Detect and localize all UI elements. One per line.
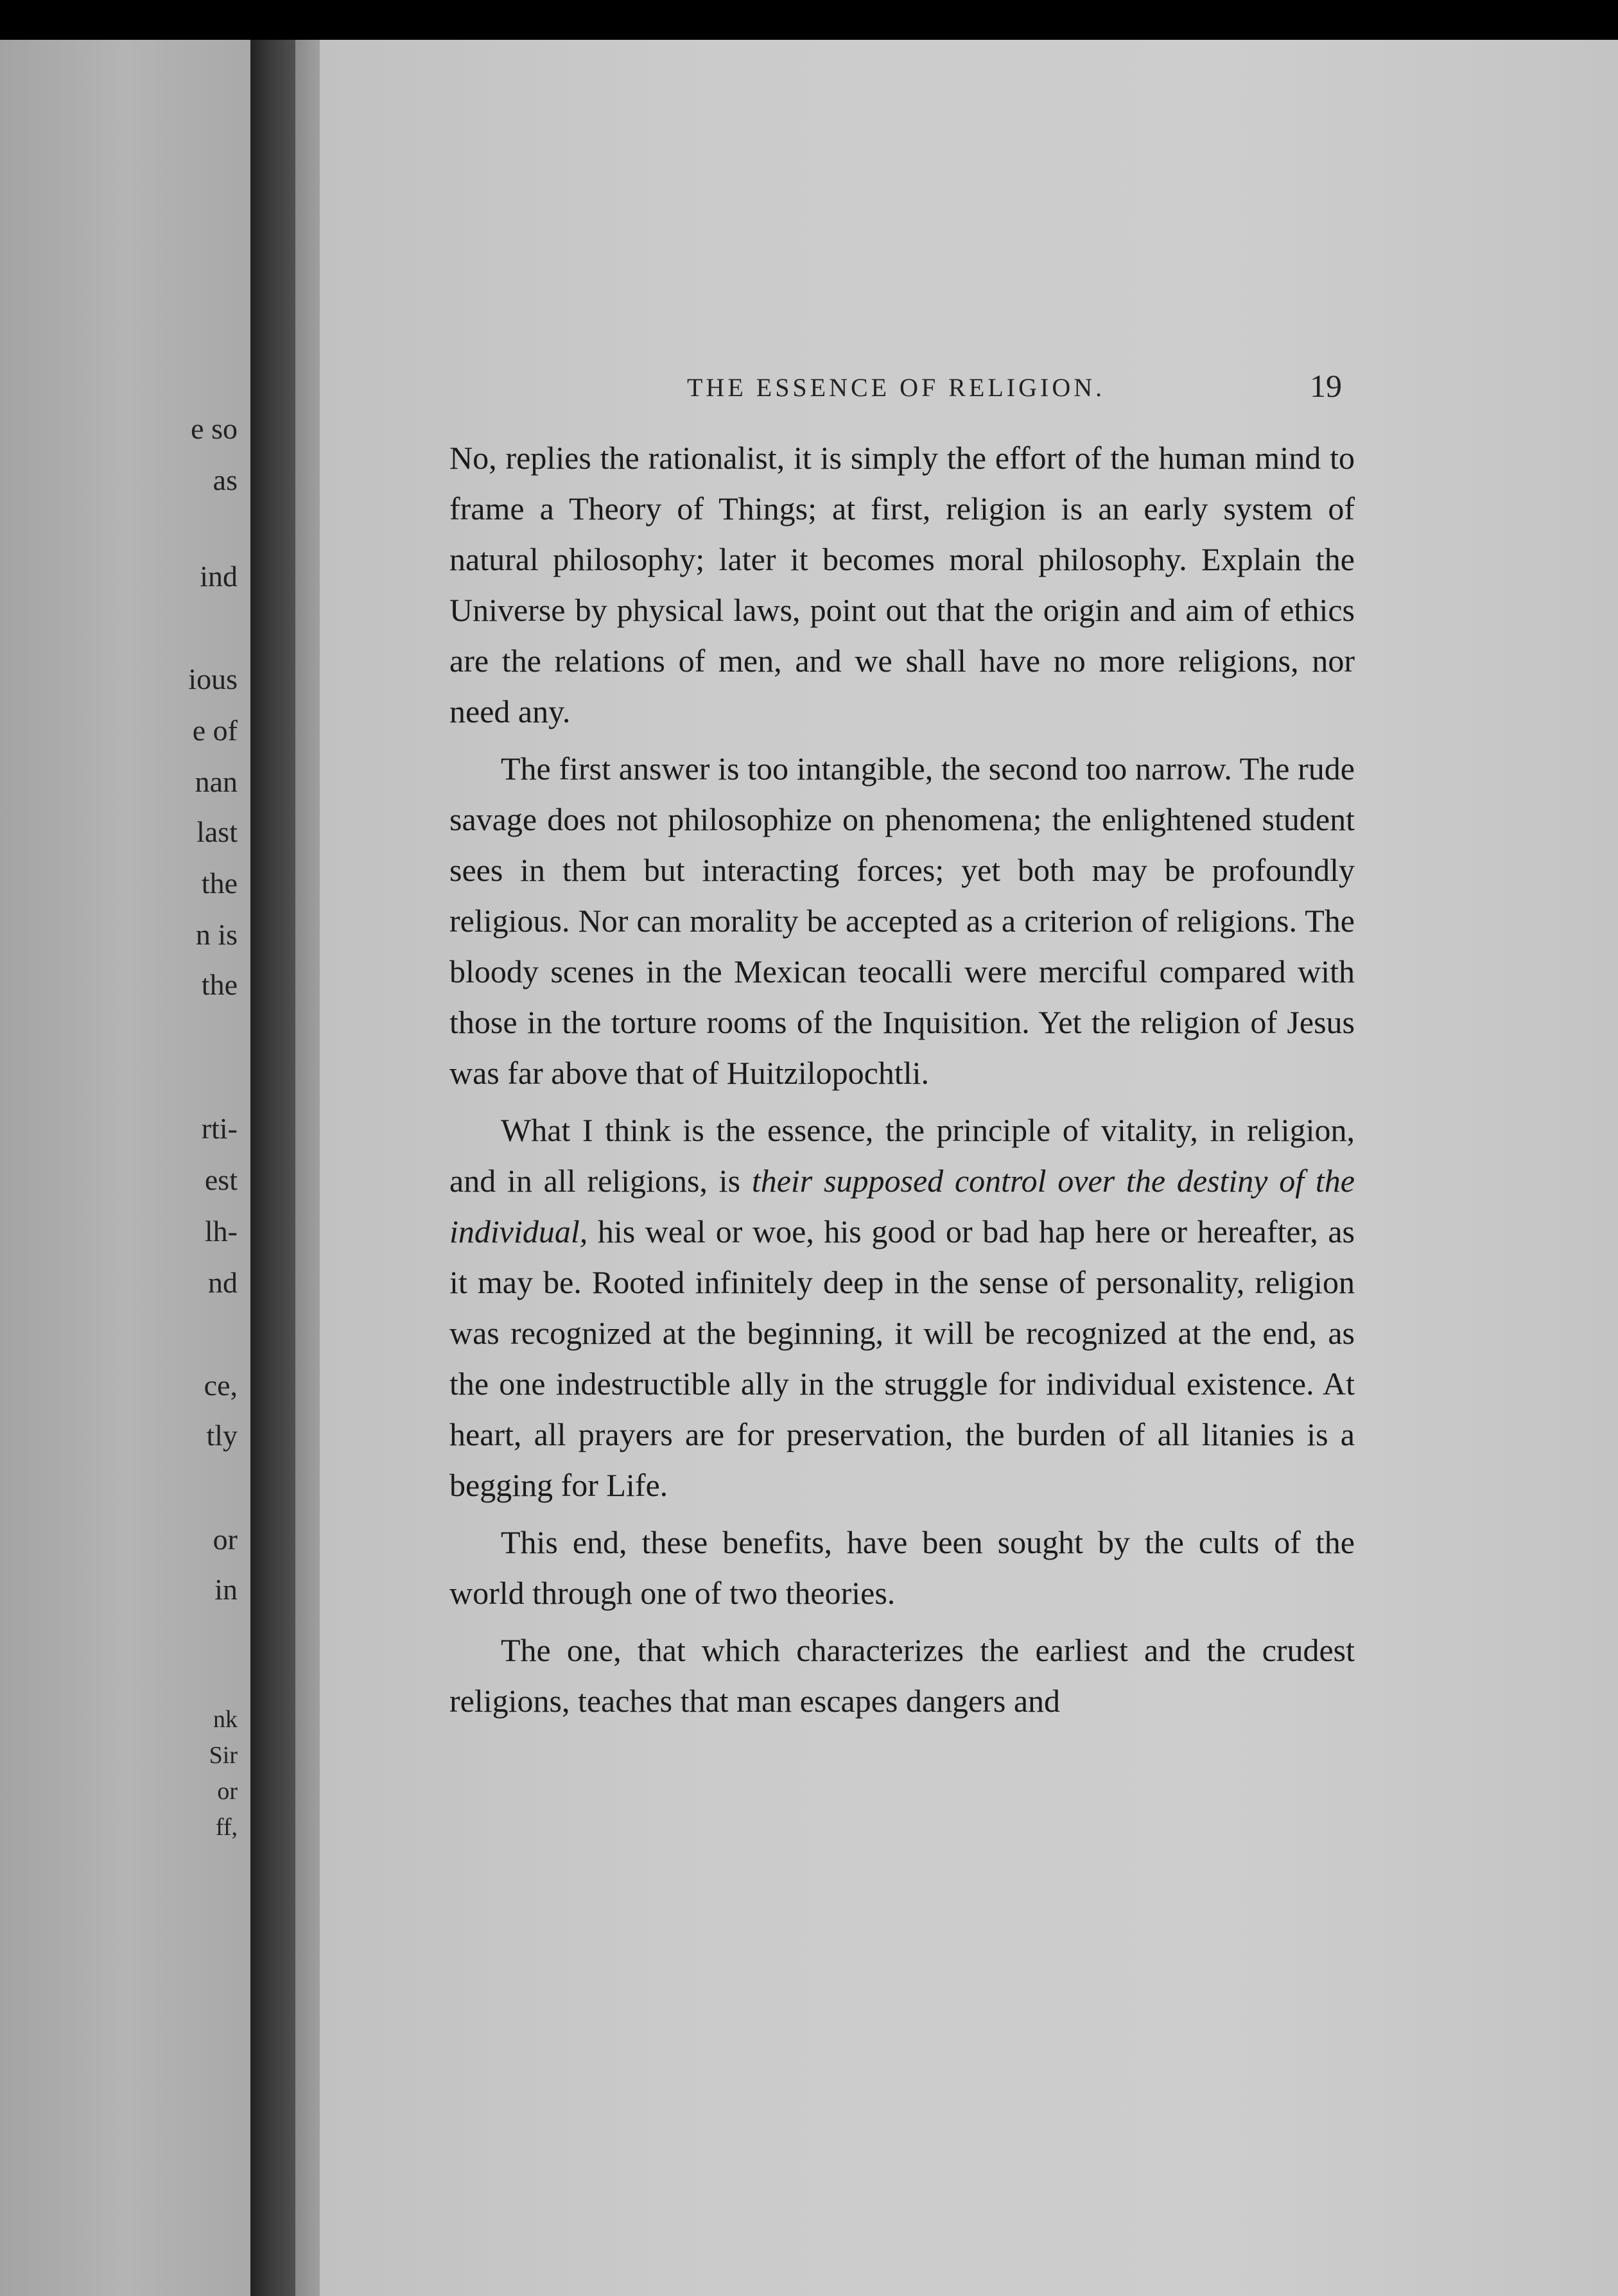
paragraph-text: What I think is the essence, the principle of vitality, in religion, and in all religions, is [449, 1112, 1355, 1199]
left-page-line: last [196, 815, 238, 848]
left-page-line: est [204, 1163, 238, 1196]
left-page-line: as [213, 464, 238, 496]
left-page-line: or [213, 1523, 238, 1556]
left-footnote-line: nk [213, 1706, 238, 1733]
paragraph: This end, these benefits, have been sought by the cults of the world through one of two theories. [449, 1524, 1355, 1611]
left-page-line: nan [195, 765, 238, 798]
emphasized-text: their supposed control over the destiny of the individual, [449, 1163, 1355, 1249]
left-footnote-line: ff, [215, 1814, 238, 1841]
left-page-line: rti- [201, 1112, 238, 1145]
running-head: THE ESSENCE OF RELIGION. [687, 373, 1106, 402]
left-page-line: ind [200, 560, 238, 593]
left-page-line: nd [208, 1266, 238, 1299]
paragraph: The first answer is too intangible, the second too narrow. The rude savage does not philosophize on phenomena; the enlightened student sees in them but interacting forces; yet both may be profoundly religious. Nor can morality be accepted as a criterion of religions. The bloody scenes in the Mexican teocalli were merciful compared with those in the torture rooms of the Inquisition. Yet the religion of Jesus was far above that of Huitzilopochtli. [449, 751, 1355, 1091]
paragraph: The one, that which characterizes the earliest and the crudest religions, teaches that man escapes dangers and [449, 1632, 1355, 1719]
left-page-line: tly [206, 1419, 238, 1452]
left-page [0, 40, 250, 2296]
left-page-line: e so [191, 412, 238, 445]
paragraph: No, replies the rationalist, it is simply the effort of the human mind to frame a Theory of Things; at first, religion is an early system of natural philosophy; later it becomes moral philosophy. Explain the Universe by physical laws, point out that the origin and aim of ethics are the relations of men, and we shall have no more religions, nor need any. [449, 440, 1355, 729]
paragraph [449, 1105, 1355, 1511]
left-footnote-line: Sir [209, 1742, 238, 1769]
page-edge [295, 40, 320, 2296]
left-footnote-line: or [217, 1778, 238, 1805]
left-page-line: n is [195, 918, 238, 951]
left-page-line: lh- [204, 1215, 238, 1248]
book-gutter [250, 40, 295, 2296]
left-page-line: ious [188, 663, 238, 695]
left-page-line: e of [192, 714, 238, 747]
left-page-line: ce, [204, 1369, 238, 1402]
left-page-line: the [201, 968, 238, 1001]
body-text [449, 433, 1355, 1733]
paragraph-text: his weal or woe, his good or bad hap here or hereafter, as it may be. Rooted infinitely deep in the sense of personality, religion was recognized at the beginning, it will be recognized at the end, as the one indestructible ally in the struggle for individual existence. At heart, all prayers are for preservation, the burden of all litanies is a begging for Life. [449, 1213, 1355, 1503]
page-number: 19 [1310, 368, 1342, 404]
left-page-line: in [214, 1573, 238, 1606]
left-page-line: the [201, 867, 238, 900]
